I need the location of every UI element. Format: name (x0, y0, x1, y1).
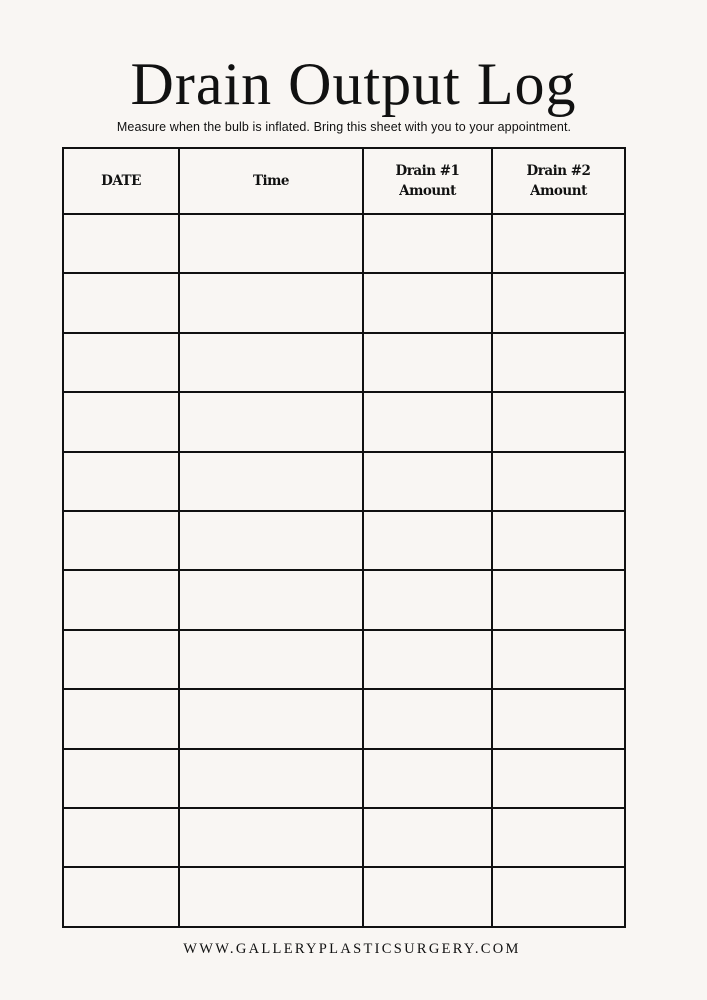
column-header-label: Amount (399, 183, 456, 199)
table-row (63, 867, 625, 927)
drain-2-amount-cell[interactable] (492, 333, 625, 392)
instructions-text: Measure when the bulb is inflated. Bring this sheet with you to your appointment. (116, 120, 572, 134)
column-header-drain-1-amount (363, 148, 492, 214)
time-cell[interactable] (179, 570, 363, 629)
table-row (63, 333, 625, 392)
drain-2-amount-cell[interactable] (492, 452, 625, 511)
date-cell[interactable] (63, 630, 179, 689)
time-cell[interactable] (179, 808, 363, 867)
table-row (63, 808, 625, 867)
drain-2-amount-cell[interactable] (492, 273, 625, 332)
drain-2-amount-cell[interactable] (492, 749, 625, 808)
time-cell[interactable] (179, 333, 363, 392)
date-cell[interactable] (63, 214, 179, 273)
time-cell[interactable] (179, 511, 363, 570)
drain-2-amount-cell[interactable] (492, 867, 625, 927)
table-body (63, 214, 625, 927)
drain-1-amount-cell[interactable] (363, 511, 492, 570)
table-row (63, 452, 625, 511)
drain-2-amount-cell[interactable] (492, 808, 625, 867)
table-row (63, 749, 625, 808)
drain-1-amount-cell[interactable] (363, 570, 492, 629)
time-cell[interactable] (179, 452, 363, 511)
date-cell[interactable] (63, 570, 179, 629)
time-cell[interactable] (179, 630, 363, 689)
table-row (63, 392, 625, 451)
website-url: WWW.GALLERYPLASTICSURGERY.COM (183, 941, 521, 957)
table-row (63, 570, 625, 629)
date-cell[interactable] (63, 392, 179, 451)
table-row (63, 511, 625, 570)
time-cell[interactable] (179, 273, 363, 332)
date-cell[interactable] (63, 273, 179, 332)
date-cell[interactable] (63, 333, 179, 392)
drain-2-amount-cell[interactable] (492, 630, 625, 689)
table-header-row (63, 148, 625, 214)
column-header-drain-2-amount (492, 148, 625, 214)
date-cell[interactable] (63, 452, 179, 511)
table-row (63, 689, 625, 748)
drain-1-amount-cell[interactable] (363, 630, 492, 689)
drain-1-amount-cell[interactable] (363, 749, 492, 808)
drain-2-amount-cell[interactable] (492, 214, 625, 273)
time-cell[interactable] (179, 214, 363, 273)
column-header-label: DATE (101, 173, 141, 189)
page-title: Drain Output Log (130, 51, 577, 117)
drain-2-amount-cell[interactable] (492, 392, 625, 451)
column-header-time (179, 148, 363, 214)
column-header-label: Amount (530, 183, 587, 199)
column-header-label: Drain #1 (395, 163, 460, 179)
drain-1-amount-cell[interactable] (363, 452, 492, 511)
column-header-label: Time (252, 173, 290, 189)
drain-1-amount-cell[interactable] (363, 867, 492, 927)
table-row (63, 214, 625, 273)
drain-1-amount-cell[interactable] (363, 333, 492, 392)
time-cell[interactable] (179, 689, 363, 748)
drain-2-amount-cell[interactable] (492, 689, 625, 748)
column-header-date (63, 148, 179, 214)
drain-1-amount-cell[interactable] (363, 214, 492, 273)
date-cell[interactable] (63, 689, 179, 748)
time-cell[interactable] (179, 392, 363, 451)
date-cell[interactable] (63, 511, 179, 570)
drain-2-amount-cell[interactable] (492, 570, 625, 629)
date-cell[interactable] (63, 808, 179, 867)
table-row (63, 630, 625, 689)
table-row (63, 273, 625, 332)
time-cell[interactable] (179, 749, 363, 808)
date-cell[interactable] (63, 749, 179, 808)
drain-1-amount-cell[interactable] (363, 808, 492, 867)
time-cell[interactable] (179, 867, 363, 927)
drain-1-amount-cell[interactable] (363, 689, 492, 748)
drain-1-amount-cell[interactable] (363, 392, 492, 451)
drain-2-amount-cell[interactable] (492, 511, 625, 570)
drain-log-table (62, 147, 626, 928)
drain-1-amount-cell[interactable] (363, 273, 492, 332)
date-cell[interactable] (63, 867, 179, 927)
column-header-label: Drain #2 (526, 163, 591, 179)
